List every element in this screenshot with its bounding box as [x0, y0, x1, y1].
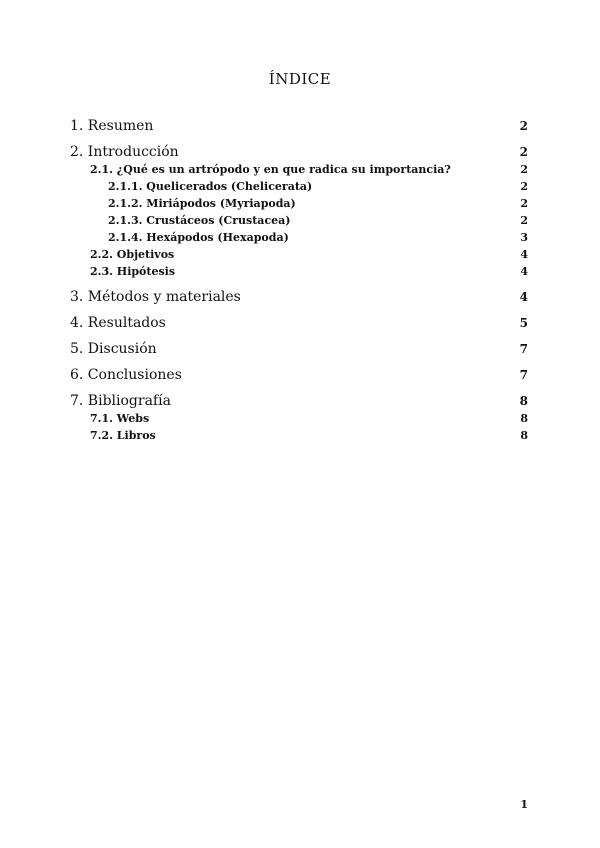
- toc-entry-label: 2.2. Objetivos: [90, 248, 175, 261]
- toc-entry-page: 8: [520, 429, 528, 442]
- toc-entry-miriapodos[interactable]: [70, 195, 528, 212]
- toc-entry-label: 2.1. ¿Qué es un artrópodo y en que radica su importancia?: [90, 163, 451, 176]
- toc-entry-objetivos[interactable]: [70, 246, 528, 263]
- toc-entry-page: 8: [519, 394, 528, 408]
- toc-entry-quelicerados[interactable]: [70, 178, 528, 195]
- toc-entry-page: 7: [519, 368, 528, 382]
- toc-entry-page: 4: [520, 248, 528, 261]
- toc-entry-page: 7: [519, 342, 528, 356]
- toc-entry-resultados[interactable]: [70, 315, 528, 332]
- toc-entry-page: 8: [520, 412, 528, 425]
- toc-entry-discusion[interactable]: [70, 341, 528, 358]
- toc-entry-label: 7.1. Webs: [90, 412, 150, 425]
- toc-entry-page: 2: [520, 180, 528, 193]
- toc-entry-label: 2.1.4. Hexápodos (Hexapoda): [108, 231, 289, 244]
- toc-entry-artropodo[interactable]: [70, 161, 528, 178]
- toc-entry-page: 2: [520, 197, 528, 210]
- toc-entry-page: 5: [519, 316, 528, 330]
- toc-entry-introduccion[interactable]: [70, 144, 528, 161]
- toc-entry-conclusiones[interactable]: [70, 367, 528, 384]
- toc-entry-hexapodos[interactable]: [70, 229, 528, 246]
- toc-entry-page: 2: [520, 163, 528, 176]
- toc-entry-label: 1. Resumen: [70, 118, 154, 134]
- page-title: ÍNDICE: [268, 70, 332, 88]
- toc-entry-crustaceos[interactable]: [70, 212, 528, 229]
- toc-entry-label: 7.2. Libros: [90, 429, 156, 442]
- toc-entry-label: 7. Bibliografía: [70, 393, 171, 409]
- toc-entry-label: 3. Métodos y materiales: [70, 289, 241, 305]
- toc-entry-resumen[interactable]: [70, 118, 528, 135]
- toc-entry-bibliografia[interactable]: [70, 393, 528, 410]
- toc-entry-metodos[interactable]: [70, 289, 528, 306]
- toc-entry-page: 4: [519, 290, 528, 304]
- page-number: 1: [520, 798, 528, 811]
- toc-entry-page: 4: [520, 265, 528, 278]
- toc-entry-webs[interactable]: [70, 410, 528, 427]
- toc-entry-hipotesis[interactable]: [70, 263, 528, 280]
- toc-entry-page: 2: [519, 145, 528, 159]
- toc-entry-label: 6. Conclusiones: [70, 367, 182, 383]
- toc-entry-page: 2: [520, 214, 528, 227]
- toc-entry-label: 2.1.1. Quelicerados (Chelicerata): [108, 180, 313, 193]
- toc-entry-label: 5. Discusión: [70, 341, 157, 357]
- toc-entry-libros[interactable]: [70, 427, 528, 444]
- toc-entry-label: 2.3. Hipótesis: [90, 265, 176, 278]
- toc-entry-label: 2. Introducción: [70, 144, 179, 160]
- toc-entry-label: 2.1.3. Crustáceos (Crustacea): [108, 214, 291, 227]
- table-of-contents: [70, 118, 528, 444]
- toc-entry-label: 4. Resultados: [70, 315, 166, 331]
- toc-entry-page: 2: [519, 119, 528, 133]
- toc-entry-label: 2.1.2. Miriápodos (Myriapoda): [108, 197, 296, 210]
- toc-entry-page: 3: [520, 231, 528, 244]
